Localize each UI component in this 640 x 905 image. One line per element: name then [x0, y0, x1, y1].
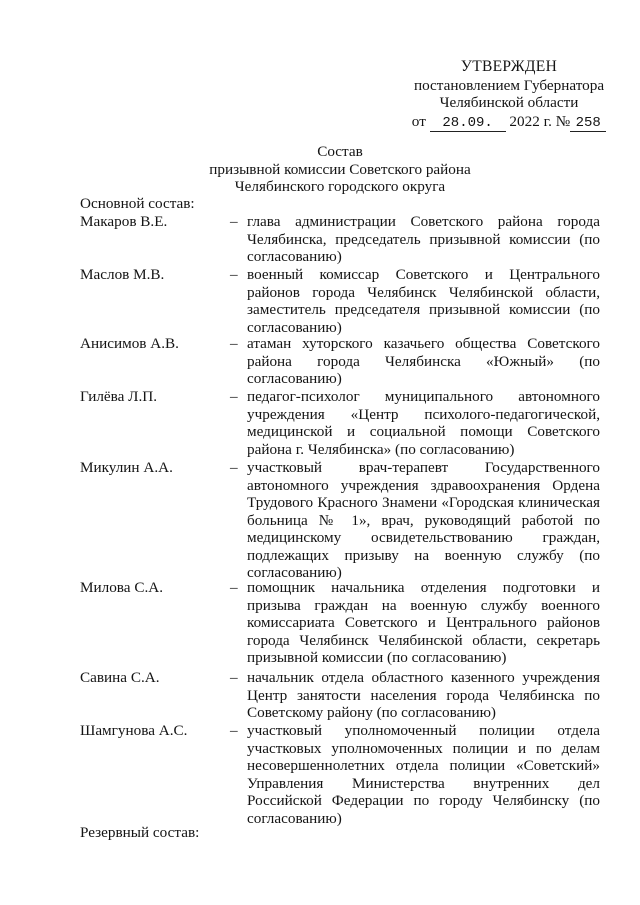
member-description: начальник отдела областного казенного учреждения Центр занятости населения города Челябинска по Советскому району (по согласованию)	[247, 669, 600, 721]
approval-date-line	[404, 113, 614, 132]
member-description: участковый уполномоченный полиции отдела участковых уполномоченных полиции и по делам несовершеннолетних отдела полиции «Советский» Управления Министерства внутренних дел Российской Федерации по городу Челябинску (по согласованию)	[247, 722, 600, 827]
member-dash: –	[230, 579, 238, 596]
decree-date: 28.09.	[430, 116, 506, 132]
approval-title: УТВЕРЖДЕН	[460, 58, 558, 75]
member-name: Анисимов А.В.	[80, 335, 179, 352]
member-description: педагог-психолог муниципального автономного учреждения «Центр психолого-педагогической, медицинской и социальной помощи Советского района г. Челябинска» (по согласованию)	[247, 388, 600, 458]
member-dash: –	[230, 459, 238, 476]
heading-line-3: Челябинского городского округа	[234, 178, 446, 195]
member-name: Шамгунова А.С.	[80, 722, 188, 739]
document-heading	[190, 143, 490, 196]
heading-line-1: Состав	[317, 143, 363, 160]
member-dash: –	[230, 213, 238, 230]
member-name: Микулин А.А.	[80, 459, 173, 476]
member-name: Макаров В.Е.	[80, 213, 168, 230]
member-description: атаман хуторского казачьего общества Советского района города Челябинска «Южный» (по согласованию)	[247, 335, 600, 387]
decree-year: 2022 г. №	[509, 112, 571, 130]
main-composition-label: Основной состав:	[80, 195, 195, 212]
approval-line-1: постановлением Губернатора	[413, 76, 605, 94]
member-description: глава администрации Советского района города Челябинска, председатель призывной комиссии (по согласованию)	[247, 213, 600, 265]
decree-number: 258	[570, 116, 606, 132]
member-description: военный комиссар Советского и Центрального районов города Челябинск Челябинской области, заместитель председателя призывной комиссии (по согласованию)	[247, 266, 600, 336]
member-name: Савина С.А.	[80, 669, 160, 686]
date-prefix: от	[411, 112, 426, 130]
heading-line-2: призывной комиссии Советского района	[209, 160, 471, 178]
member-name: Милова С.А.	[80, 579, 164, 596]
approval-line-2: Челябинской области	[439, 94, 579, 111]
approval-block	[404, 58, 614, 132]
member-description: помощник начальника отделения подготовки и призыва граждан на военную службу военного комиссариата Советского и Центрального районов города Челябинск Челябинской области, секретарь призывной комиссии (по согласованию)	[247, 579, 600, 666]
reserve-composition-label: Резервный состав:	[80, 824, 200, 841]
member-dash: –	[230, 722, 238, 739]
member-name: Маслов М.В.	[80, 266, 165, 283]
member-dash: –	[230, 669, 238, 686]
member-dash: –	[230, 388, 238, 405]
member-dash: –	[230, 335, 238, 352]
member-description: участковый врач-терапевт Государственного автономного учреждения здравоохранения Ордена Трудового Красного Знамени «Городская клиническая больница № 1», врач, руководящий работой по медицинскому освидетельствованию граждан, подлежащих призыву на военную службу (по согласованию)	[247, 459, 600, 581]
member-name: Гилёва Л.П.	[80, 388, 158, 405]
member-dash: –	[230, 266, 238, 283]
